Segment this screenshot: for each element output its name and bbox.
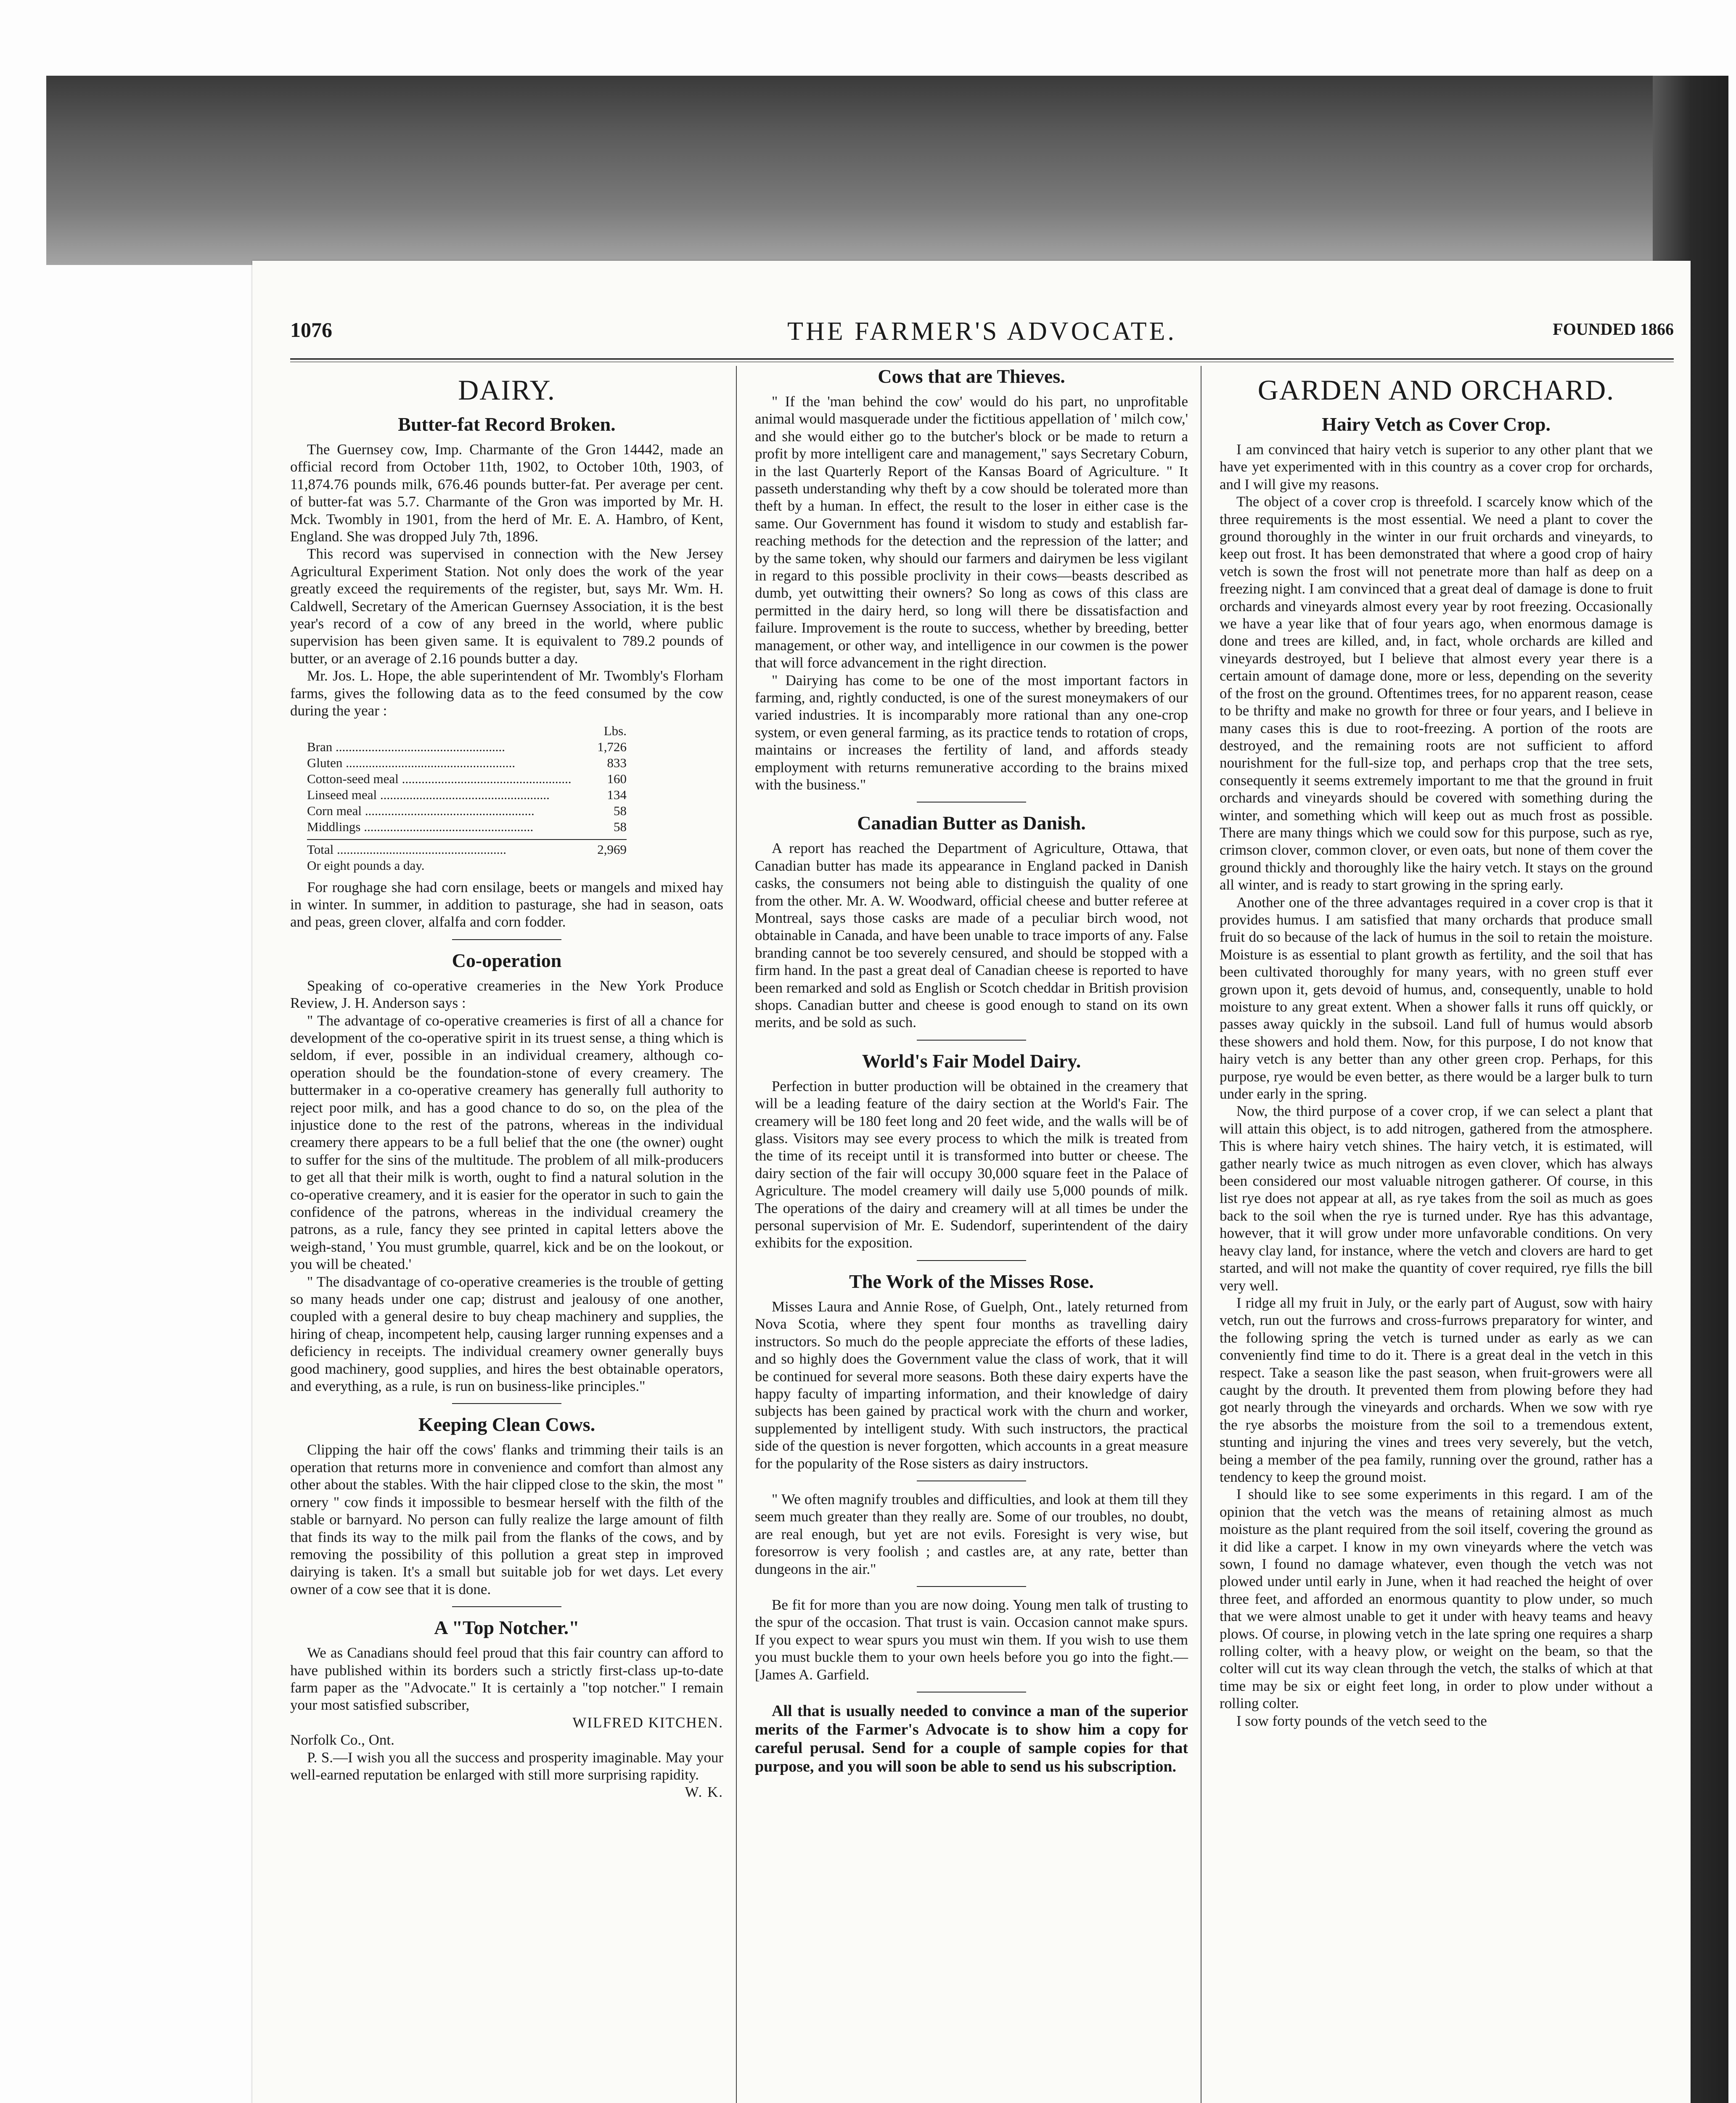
place-line: Norfolk Co., Ont.	[290, 1732, 394, 1748]
header-rule	[290, 358, 1674, 362]
masthead: THE FARMER'S ADVOCATE.	[787, 317, 1177, 346]
feed-row	[307, 819, 627, 835]
feed-lbs: 160	[607, 771, 627, 786]
feed-lbs: 833	[607, 755, 627, 770]
feed-name: Middlings .....	[307, 819, 572, 835]
article-rule	[917, 1586, 1026, 1587]
quote-paragraph: Be fit for more than you are now doing. Young men talk of trusting to the spur of the occasion. That trust is vain. Occasion cannot make spurs. If you expect to wear spurs you must win them. If you wish to use them you must buckle them to your own heels before you go into the fight.—[James A. Garfield.	[755, 1596, 1188, 1683]
page-header	[290, 318, 1674, 351]
column-middle	[755, 365, 1188, 1776]
paragraph: " If the 'man behind the cow' would do his part, no unprofitable animal would masquerade under the fictitious appellation of ' milch cow,' and she would either go to the butcher's block or be made to return a profit by more intelligent care and management," says Secretary Coburn, in the last Quarterly Report of the Kansas Board of Agriculture. " It passeth understanding why theft by a cow should be tolerated more than theft by a human. In effect, the result to the loser in either case is the same. Our Government has found it wisdom to study and establish far-reaching methods for the detection and the repression of the latter; and by the same token, why should our farmers and dairymen be less vigilant in regard to this possible proclivity in their cows—beasts described as dumb, yet outwitting their owners? So long as cows of this class are permitted in the dairy herd, so long will there be dissatisfaction and failure. Improvement is the route to success, whether by breeding, better management, or other way, and intelligence in our cowmen is the power that will force advancement in the right direction.	[755, 393, 1188, 671]
article-rule	[452, 939, 561, 940]
article-title-worlds-fair: World's Fair Model Dairy.	[862, 1050, 1081, 1072]
paragraph: I should like to see some experiments in this regard. I am of the opinion that the vetch was the means of retaining almost as much moisture as the plant required from the soil itself, covering the ground as it did like a carpet. I know in my own vineyards where the vetch was sown, I found no damage whatever, even though the vetch was not plowed under until early in June, when it had reached the height of over three feet, and afforded an enormous quantity to plow under, so much that we were almost unable to get it under with heavy teams and heavy plows. Of course, in plowing vetch in the late spring one requires a sharp rolling colter, with a heavy plow, or weight on the beam, so that the colter will cut its way clean through the vetch, the stalks of which at that time may be six or eight feet long, in order to plow under without a rolling colter.	[1220, 1486, 1653, 1712]
feed-total-label: Total .....	[307, 842, 572, 858]
paragraph: For roughage she had corn ensilage, beets or mangels and mixed hay in winter. In summer, in addition to pasturage, she had in season, oats and peas, green clover, alfalfa and corn fodder.	[290, 879, 723, 930]
feed-row	[307, 739, 627, 755]
feed-lbs: 58	[614, 803, 627, 818]
paragraph: Another one of the three advantages required in a cover crop is that it provides humus. I am satisfied that many orchards that produce small fruit do so because of the lack of humus in the soil to retain the moisture. Moisture is as essential to plant growth as fertility, and the soil that has been cultivated thoroughly for many years, with no green stuff ever grown upon it, gets devoid of humus, and, consequently, unable to hold moisture to any great extent. When a shower falls it runs off quickly, or passes away quickly in the subsoil. Land full of humus would absorb these showers and hold them. Now, for this purpose, I do not know that hairy vetch is any better than any other green crop. Perhaps, for this purpose, rye would be even better, as there would be a larger bulk to turn under early in the spring.	[1220, 894, 1653, 1102]
paragraph: The Guernsey cow, Imp. Charmante of the Gron 14442, made an official record from October 11th, 1902, to October 10th, 1903, of 11,874.76 pounds milk, 676.46 pounds butter-fat. Per average per cent. of butter-fat was 5.7. Charmante of the Gron was imported by Mr. H. Mck. Twombly in 1901, from the herd of Mr. E. A. Hambro, of Kent, England. She was dropped July 7th, 1896.	[290, 441, 723, 545]
feed-name: Gluten .....	[307, 755, 572, 771]
paragraph: I am convinced that hairy vetch is superior to any other plant that we have yet experimented with in this country as a cover crop for orchards, and I will give my reasons.	[1220, 441, 1653, 493]
feed-lbs: 134	[607, 787, 627, 802]
feed-note: Or eight pounds a day.	[307, 858, 425, 873]
paragraph: This record was supervised in connection with the New Jersey Agricultural Experiment Station. Not only does the work of the year greatly exceed the requirements of the register, but, says Mr. Wm. H. Caldwell, Secretary of the American Guernsey Association, it is the best year's record of a cow of any breed in the world, where public supervision has been given same. It is equivalent to 789.2 pounds of butter, or an average of 2.16 pounds butter a day.	[290, 546, 723, 667]
page-number: 1076	[290, 318, 332, 342]
article-title-canadian-butter: Canadian Butter as Danish.	[857, 812, 1086, 834]
column-divider	[736, 366, 737, 2103]
feed-name: Linseed meal .....	[307, 787, 572, 803]
feed-total-value: 2,969	[597, 842, 627, 857]
paragraph: " The advantage of co-operative creameries is first of all a chance for development of the co-operative spirit in its truest sense, a thing which is seldom, if ever, possible in an individual creamery, although co-operation should be the foundation-stone of every creamery. The buttermaker in a co-operative creamery has generally full authority to reject poor milk, and has a good chance to do so, on the plea of the injustice done to the rest of the patrons, whereas in the individual creamery there appears to be a full belief that the one (the owner) ought to suffer for the sins of the multitude. The problem of all milk-producers to get all that their milk is worth, ought to find a natural solution in the co-operative creamery, and it is easier for the operator in such to gain the confidence of the patrons, whereas in the individual creamery the patrons, as a rule, fancy they see printed in capital letters above the weigh-stand, ' You must grumble, quarrel, kick and be on the lookout, or you will be cheated.'	[290, 1012, 723, 1273]
founded-date: FOUNDED 1866	[1553, 320, 1674, 339]
postscript: P. S.—I wish you all the success and prosperity imaginable. May your well-earned reputation be enlarged with still more surprising rapidity.	[290, 1749, 723, 1783]
article-title-co-operation: Co-operation	[452, 949, 562, 971]
feed-lbs: 1,726	[597, 739, 627, 754]
article-title-top-notcher: A "Top Notcher."	[434, 1617, 580, 1639]
paragraph: Clipping the hair off the cows' flanks and trimming their tails is an operation that returns more in convenience and comfort than almost any other about the stables. With the hair clipped close to the skin, the most " ornery " cow finds it impossible to besmear herself with the filth of the stable or barnyard. No person can fully realize the large amount of filth that finds its way to the milk pail from the flanks of the cows, and by removing the possibility of this pollution a great step in improved dairying is taken. It's a small but suitable job for wet days. Let every owner of a cow see that it is done.	[290, 1441, 723, 1597]
paragraph: " Dairying has come to be one of the most important factors in farming, and, rightly conducted, is one of the surest moneymakers of our varied industries. It is incomparably more rational than any one-crop system, or even general farming, as its practice tends to rotation of crops, maintains or increases the fertility of land, and affords steady employment with returns remunerative according to the brains mixed with the business."	[755, 672, 1188, 793]
article-title-misses-rose: The Work of the Misses Rose.	[849, 1270, 1094, 1292]
paragraph: Speaking of co-operative creameries in the New York Produce Review, J. H. Anderson says :	[290, 977, 723, 1012]
feed-row	[307, 787, 627, 803]
article-rule	[917, 1040, 1026, 1041]
feed-row	[307, 803, 627, 819]
subscription-note: All that is usually needed to convince a man of the superior merits of the Farmer's Advocate is to show him a copy for careful perusal. Send for a couple of sample copies for that purpose, and you will soon be able to send us his subscription.	[755, 1702, 1188, 1775]
section-title-garden: GARDEN AND ORCHARD.	[1257, 374, 1615, 406]
article-rule	[452, 1606, 561, 1607]
feed-table	[307, 723, 627, 874]
feed-total-row	[307, 839, 627, 858]
paragraph: The object of a cover crop is threefold. I scarcely know which of the three requirements is the most essential. We need a plant to cover the ground thoroughly in the winter in our fruit orchards and vineyards, to keep out frost. It has been demonstrated that where a good crop of hairy vetch is sown the frost will not penetrate more than half as deep on a freezing night. I am convinced that a great deal of damage is done to fruit orchards and vineyards almost every year by root freezing. Occasionally we have a year like that of four years ago, when enormous damage is done and trees are killed, and, in fact, whole orchards are killed and vineyards destroyed, but I believe that almost every year there is a certain amount of damage done, more or less, depending on the severity of the frost on the ground. Oftentimes trees, for no apparent reason, cease to be thrifty and make no growth for three or four years, and I believe in many cases this is due to root-freezing. A portion of the roots are destroyed, and the remaining roots are not sufficient to afford nourishment for the full-size top, and perhaps crop that the tree sets, consequently it seems extremely important to me that the ground in fruit orchards and vineyards should be covered with something during the winter, and something which will keep out as much frost as possible. There are many things which we could sow for this purpose, such as rye, crimson clover, common clover, or even oats, but none of them cover the ground thickly and thoroughly like the hairy vetch. It stays on the ground all winter, and is ready to start growing in the spring early.	[1220, 493, 1653, 893]
column-garden	[1220, 365, 1653, 1730]
newspaper-page	[252, 261, 1691, 2103]
paragraph: A report has reached the Department of Agriculture, Ottawa, that Canadian butter has made its appearance in England packed in Danish casks, the consumers not being able to distinguish the quality of one from the other. Mr. A. W. Woodward, official cheese and butter referee at Montreal, says those casks are made of a peculiar birch wood, not obtainable in Canada, and have been unable to trace imports of any. False branding cannot be too severely censured, and should be stopped with a firm hand. In the past a great deal of Canadian cheese is reported to have been remarked and sold as English or Scotch cheddar in British provision shops. Canadian butter and cheese is good enough to stand on its own merits, and be sold as such.	[755, 840, 1188, 1031]
quote-paragraph: " We often magnify troubles and difficulties, and look at them till they seem much greater than they really are. Some of our troubles, no doubt, are real enough, but yet are not evils. Foresight is very wise, but foresorrow is very foolish ; and castles are, at any rate, better than dungeons in the air."	[755, 1491, 1188, 1577]
signature: WILFRED KITCHEN.	[572, 1714, 723, 1731]
feed-name: Cotton-seed meal .....	[307, 771, 572, 787]
paragraph: Now, the third purpose of a cover crop, if we can select a plant that will attain this object, is to add nitrogen, gathered from the atmosphere. This is where hairy vetch shines. The hairy vetch, it is estimated, will gather nearly twice as much nitrogen as even clover, which has always been considered our most valuable nitrogen gatherer. Of course, in this list rye does not appear at all, as rye takes from the soil as much as goes back to the soil when the rye is turned under. Rye has this advantage, however, that it will grow under more unfavorable conditions. On very heavy clay land, for instance, where the vetch and clovers are hard to get started, and will not make the quantity of cover required, rye fills the bill very well.	[1220, 1103, 1653, 1294]
scan-shadow-top	[46, 76, 1703, 265]
article-rule	[917, 802, 1026, 803]
feed-name: Corn meal .....	[307, 803, 572, 819]
feed-table-header: Lbs.	[603, 723, 627, 738]
article-title-butter-fat: Butter-fat Record Broken.	[398, 413, 616, 435]
feed-lbs: 58	[614, 819, 627, 834]
article-rule	[452, 1403, 561, 1404]
paragraph: Misses Laura and Annie Rose, of Guelph, Ont., lately returned from Nova Scotia, where they spent four months as travelling dairy instructors. So much do the people appreciate the efforts of these ladies, and so highly does the Government value the class of work, that it will be continued for several more seasons. Both these dairy experts have the happy faculty of imparting information, and their knowledge of dairy subjects has been gained by practical work with the churn and worker, supplemented by intelligent study. With such instructors, the practical side of the question is never forgotten, which accounts in a great measure for the popularity of the Rose sisters as dairy instructors.	[755, 1298, 1188, 1472]
paragraph: Mr. Jos. L. Hope, the able superintendent of Mr. Twombly's Florham farms, gives the following data as to the feed consumed by the cow during the year :	[290, 667, 723, 719]
paragraph: " The disadvantage of co-operative creameries is the trouble of getting so many heads under one cap; distrust and jealousy of one another, coupled with a general desire to buy cheap machinery and supplies, the hiring of cheap, incompetent help, causing larger running expenses and a deficiency in receipts. The individual creamery owner generally buys good machinery, good supplies, and hires the best obtainable operators, and everything, as a rule, is run on business-like principles."	[290, 1273, 723, 1395]
article-title-clean-cows: Keeping Clean Cows.	[418, 1414, 595, 1436]
signature-initials: W. K.	[685, 1784, 723, 1801]
article-rule	[917, 1260, 1026, 1261]
feed-row	[307, 755, 627, 771]
column-dairy	[290, 365, 723, 1801]
paragraph: We as Canadians should feel proud that this fair country can afford to have published within its borders such a strictly first-class up-to-date farm paper as the "Advocate." It is certainly a "top notcher." I remain your most satisfied subscriber,	[290, 1645, 723, 1714]
paragraph: I ridge all my fruit in July, or the early part of August, sow with hairy vetch, run out the furrows and cross-furrows preparatory for winter, and the following spring the vetch is turned under as early as we can conveniently find time to do it. There is a great deal in the vetch in this respect. Take a season like the past season, when fruit-growers were all caught by the drouth. It prevented them from plowing before they had got nearly through the vineyards and orchards. When we sow with rye the rye absorbs the moisture from the soil to a tremendous extent, stunting and injuring the vines and trees very severely, but the vetch, being a member of the pea family, running over the ground, rather has a tendency to keep the ground moist.	[1220, 1294, 1653, 1485]
feed-name: Bran .....	[307, 739, 572, 755]
article-title-cows-thieves: Cows that are Thieves.	[878, 366, 1065, 387]
feed-row	[307, 771, 627, 787]
paragraph: Perfection in butter production will be obtained in the creamery that will be a leading feature of the dairy section at the World's Fair. The creamery will be 180 feet long and 20 feet wide, and the walls will be of glass. Visitors may see every process to which the milk is treated from the time of its receipt until it is transformed into butter or cheese. The dairy section of the fair will occupy 30,000 square feet in the Palace of Agriculture. The model creamery will daily use 5,000 pounds of milk. The operations of the dairy and creamery will at all times be under the personal supervision of Mr. E. Sudendorf, superintendent of the dairy exhibits for the exposition.	[755, 1078, 1188, 1251]
paragraph: I sow forty pounds of the vetch seed to the	[1236, 1712, 1487, 1729]
section-title-dairy: DAIRY.	[458, 374, 556, 406]
article-title-hairy-vetch: Hairy Vetch as Cover Crop.	[1322, 413, 1551, 435]
